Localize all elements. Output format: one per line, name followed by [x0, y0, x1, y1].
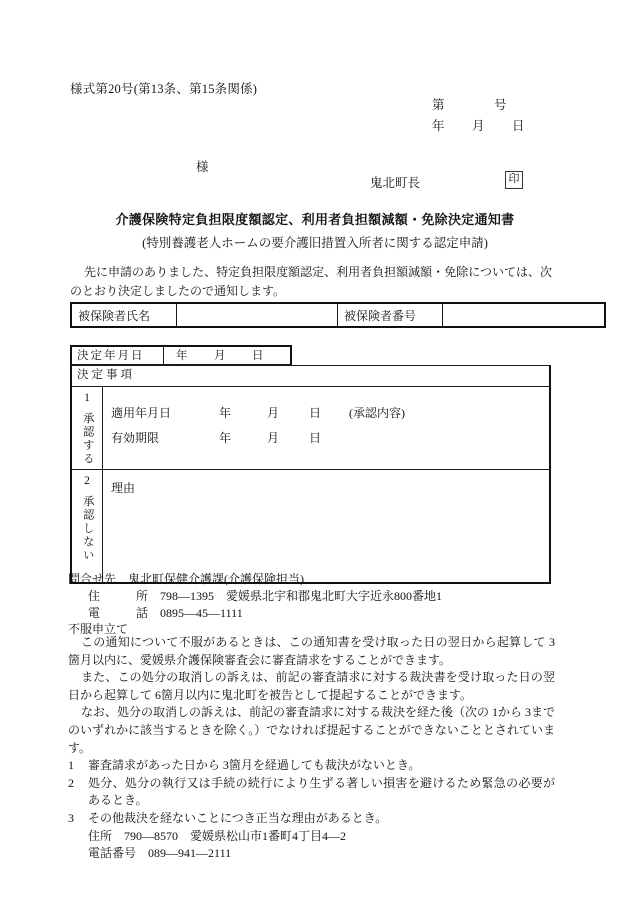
decision-row-index-cell: [72, 387, 103, 469]
contact-tel-value: 0895—45—1111: [160, 606, 243, 620]
document-date-year: 年: [432, 119, 445, 133]
document-date-row: [432, 116, 525, 137]
condition-number: 2: [68, 775, 74, 790]
appeal-section-title: 不服申立て: [68, 622, 129, 636]
condition-text: 審査請求があった日から 3箇月を経過しても裁決がないとき。: [88, 758, 421, 773]
contact-block: [68, 571, 442, 622]
decision-row-vertical-label: 承認する: [81, 412, 94, 466]
contact-heading: [68, 571, 442, 588]
contact-tel-label: 電 話: [88, 606, 149, 620]
apply-date-label: 適用年月日: [111, 406, 172, 420]
decision-date-label: 決定年月日: [72, 347, 164, 364]
page-title: 介護保険特定負担限度額認定、利用者負担額減額・免除決定通知書: [115, 212, 515, 227]
appeal-paragraph: また、この処分の取消しの訴えは、前記の審査請求に対する裁決書を受け取った日の翌日から起算して 6箇月以内に鬼北町を被告として提起することができます。: [68, 670, 555, 702]
decision-body: [70, 365, 551, 584]
decision-row-reject: [72, 470, 549, 582]
decision-row-number: 1: [84, 392, 90, 404]
intro-text: 先に申請のありました、特定負担限度額認定、利用者負担額減額・免除については、次のとおり決定しましたので通知します。: [70, 265, 552, 298]
valid-until-day: 日: [309, 431, 322, 445]
apply-date-field: [111, 401, 541, 426]
apply-date-year: 年: [219, 406, 232, 420]
decision-date-row: [70, 345, 292, 365]
intro-paragraph: [70, 263, 552, 301]
insured-name-value[interactable]: [177, 303, 338, 327]
document-date-day: 日: [512, 119, 525, 133]
court-address-line: [88, 828, 555, 846]
contact-address-label: 住 所: [88, 589, 149, 603]
document-number-row: [432, 95, 525, 116]
decision-date-value[interactable]: [164, 347, 290, 364]
condition-number: 3: [68, 810, 74, 825]
list-item: [68, 757, 555, 775]
table-row: [71, 303, 605, 327]
contact-heading-label: 問合せ先: [68, 572, 117, 586]
document-number-unit: 号: [494, 98, 507, 112]
insured-number-value[interactable]: [443, 303, 606, 327]
condition-number: 1: [68, 758, 74, 773]
document-number-label: 第: [432, 98, 445, 112]
reason-label: 理由: [111, 481, 136, 495]
valid-until-label: 有効期限: [111, 431, 160, 445]
contact-address-value: 798—1395 愛媛県北宇和郡鬼北町大字近永800番地1: [160, 589, 443, 603]
apply-date-month: 月: [267, 406, 280, 420]
valid-until-year: 年: [219, 431, 232, 445]
court-address-label: 住所: [88, 828, 113, 843]
condition-text: 処分、処分の執行又は手続の続行により生ずる著しい損害を避けるため緊急の必要があるとき。: [88, 775, 555, 808]
decision-row-index-cell: [72, 470, 103, 582]
apply-date-day: 日: [309, 406, 322, 420]
valid-until-month: 月: [267, 431, 280, 445]
seal-stamp-icon: 印: [505, 171, 523, 189]
insured-name-label: 被保険者氏名: [71, 303, 177, 327]
court-tel-label: 電話番号: [88, 846, 137, 861]
decision-date-month: 月: [214, 350, 226, 362]
decision-date-year: 年: [176, 350, 188, 362]
contact-heading-value: 鬼北町保健介護課(介護保険担当): [128, 572, 305, 586]
decision-row-vertical-label: 承認しない: [81, 495, 94, 563]
form-number: 様式第20号(第13条、第15条関係): [70, 82, 258, 96]
court-address-value: 790—8570 愛媛県松山市1番町4丁目4—2: [124, 828, 347, 843]
decision-row-content[interactable]: [103, 470, 549, 582]
list-item: [68, 775, 555, 810]
decision-table: [70, 345, 551, 584]
decision-row-content: [103, 387, 549, 469]
appeal-section-body: [68, 634, 555, 863]
valid-until-field: [111, 426, 541, 451]
insured-person-table: [70, 302, 606, 328]
list-item: [68, 810, 555, 828]
court-contact-block: [88, 828, 555, 863]
appeal-paragraph: なお、処分の取消しの訴えは、前記の審査請求に対する裁決を経た後（次の 1から 3までのいずれかに該当するときを除く。）でなければ提起することができないこととされています。: [68, 705, 556, 755]
appeal-conditions-list: [68, 757, 555, 827]
condition-text: その他裁決を経ないことにつき正当な理由があるとき。: [88, 810, 388, 825]
contact-address: [68, 588, 442, 605]
appeal-paragraph: この通知について不服があるときは、この通知書を受け取った日の翌日から起算して 3箇月以内に、愛媛県介護保険審査会に審査請求をすることができます。: [68, 635, 555, 667]
decision-row-approve: [72, 387, 549, 470]
issuer-name: 鬼北町長: [370, 176, 421, 190]
insured-number-label: 被保険者番号: [338, 303, 443, 327]
spacer: [111, 393, 541, 401]
approval-content-note: (承認内容): [349, 406, 405, 420]
decision-items-header: 決定事項: [72, 366, 549, 387]
document-number-block: [432, 95, 525, 137]
page-subtitle: (特別養護老人ホームの要介護旧措置入所者に関する認定申請): [142, 236, 488, 250]
addressee-suffix: 様: [196, 160, 209, 174]
court-tel-value: 089—941—2111: [148, 846, 232, 861]
document-date-month: 月: [472, 119, 485, 133]
decision-date-day: 日: [252, 350, 264, 362]
court-tel-line: [88, 845, 555, 863]
decision-row-number: 2: [84, 475, 90, 487]
